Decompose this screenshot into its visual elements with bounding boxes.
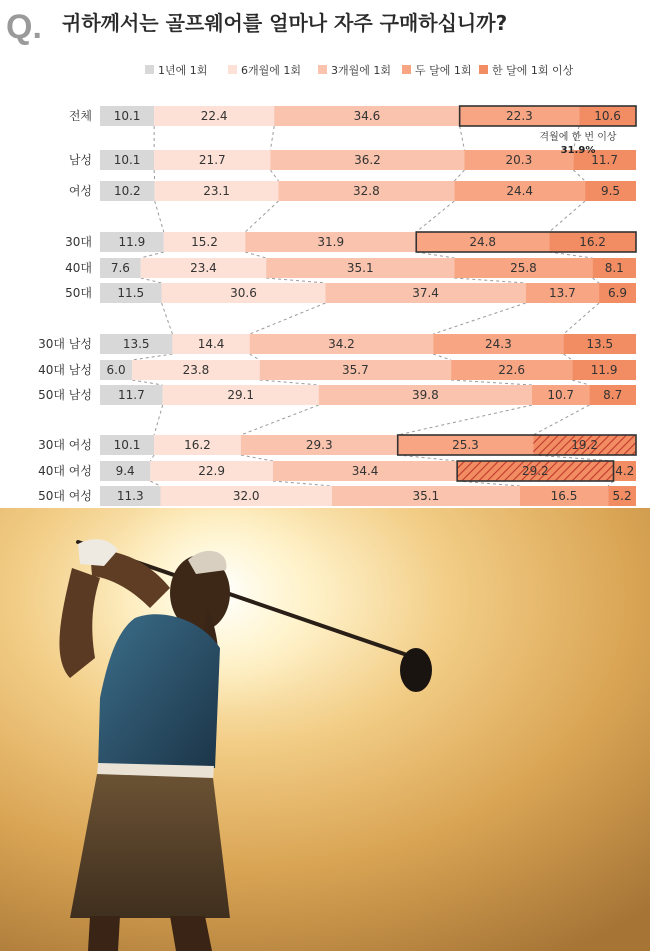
connector-line — [398, 455, 457, 461]
legend-swatch-5 — [479, 65, 488, 74]
bar-value-label: 35.7 — [342, 363, 369, 377]
connector-line — [433, 354, 451, 360]
bar-value-label: 10.1 — [113, 153, 141, 167]
chart-row — [65, 258, 636, 278]
row-label: 남성 — [68, 153, 92, 167]
connector-line — [564, 303, 599, 334]
connector-line — [572, 380, 589, 385]
chart-row — [65, 283, 636, 303]
connector-line — [132, 354, 172, 360]
bar-value-label: 32.8 — [353, 184, 380, 198]
row-label: 여성 — [68, 184, 92, 198]
row-label: 30대 남성 — [38, 337, 92, 351]
bar-value-label: 10.2 — [113, 184, 141, 198]
bar-value-label: 21.7 — [198, 153, 226, 167]
row-label: 50대 남성 — [38, 388, 92, 402]
bar-value-label: 23.1 — [203, 184, 230, 198]
row-label: 40대 남성 — [38, 363, 92, 377]
connector-line — [266, 278, 325, 283]
connector-line — [398, 405, 532, 435]
connector-line — [154, 170, 155, 181]
annotation-label: 격월에 한 번 이상 — [539, 132, 617, 143]
connector-line — [533, 405, 589, 435]
connector-line — [533, 455, 613, 461]
golfer-photo — [0, 508, 650, 951]
bar-value-label: 22.6 — [498, 363, 526, 377]
connector-line — [451, 380, 532, 385]
connector-line — [564, 354, 573, 360]
bar-value-label: 11.7 — [591, 153, 619, 167]
bar-value-label: 9.5 — [600, 184, 621, 198]
bar-value-label: 10.1 — [113, 109, 141, 123]
chart-row — [38, 435, 636, 455]
chart-row — [69, 150, 636, 170]
chart-rows — [38, 106, 636, 506]
bar-value-label: 11.7 — [117, 388, 145, 402]
connector-line — [241, 405, 319, 435]
bar-value-label: 8.7 — [603, 388, 623, 402]
chart-row — [38, 486, 636, 506]
bar-value-label: 23.8 — [182, 363, 210, 377]
bar-value-label: 9.4 — [115, 464, 135, 478]
row-label: 전체 — [68, 109, 92, 123]
connector-line — [454, 170, 464, 181]
connector-line — [150, 455, 154, 461]
bar-value-label: 16.5 — [550, 489, 578, 503]
bar-value-label: 24.3 — [485, 337, 512, 351]
bar-value-label: 6.0 — [106, 363, 126, 377]
bar-value-label: 14.4 — [197, 337, 225, 351]
chart-row — [38, 385, 636, 405]
legend-label-2: 6개월에 1회 — [241, 64, 301, 77]
chart-row — [69, 181, 636, 201]
connector-line — [154, 405, 163, 435]
bar-value-label: 13.5 — [586, 337, 614, 351]
bar-value-label: 13.7 — [549, 286, 576, 300]
bar-value-label: 35.1 — [412, 489, 440, 503]
bar-value-label: 34.2 — [328, 337, 355, 351]
bar-value-label: 29.2 — [521, 464, 549, 478]
connector-line — [241, 455, 273, 461]
bar-value-label: 36.2 — [354, 153, 381, 167]
connector-line — [162, 303, 173, 334]
connector-line — [273, 481, 332, 486]
chart-row — [38, 334, 636, 354]
chart-row — [69, 106, 636, 126]
connector-line — [270, 126, 274, 150]
bar-value-label: 16.2 — [184, 438, 211, 452]
bar-value-label: 37.4 — [412, 286, 439, 300]
connector-line — [593, 278, 599, 283]
connector-line — [132, 380, 163, 385]
legend-swatch-3 — [318, 65, 327, 74]
bar-value-label: 11.3 — [116, 489, 144, 503]
connector-line — [460, 126, 465, 150]
bar-value-label: 8.1 — [604, 261, 624, 275]
bar-value-label: 29.3 — [305, 438, 333, 452]
bar-value-label: 6.9 — [607, 286, 628, 300]
bar-value-label: 7.6 — [110, 261, 130, 275]
bar-value-label: 24.4 — [506, 184, 534, 198]
legend-label-5: 한 달에 1회 이상 — [492, 64, 574, 77]
connector-line — [270, 170, 278, 181]
bar-value-label: 34.6 — [353, 109, 381, 123]
bar-value-label: 39.8 — [411, 388, 439, 402]
bar-value-label: 34.4 — [351, 464, 379, 478]
annotation-value: 31.9% — [560, 145, 596, 156]
legend-swatch-4 — [402, 65, 411, 74]
bar-value-label: 11.9 — [590, 363, 618, 377]
connector-line — [416, 201, 454, 232]
legend-swatch-1 — [145, 65, 154, 74]
row-label: 40대 여성 — [38, 464, 92, 478]
bar-value-label: 11.5 — [117, 286, 145, 300]
bar-value-label: 25.8 — [510, 261, 537, 275]
bar-value-label: 15.2 — [191, 235, 218, 249]
bar-value-label: 22.9 — [198, 464, 226, 478]
bar-value-label: 11.9 — [118, 235, 146, 249]
bar-value-label: 23.4 — [190, 261, 217, 275]
bar-value-label: 4.2 — [615, 464, 635, 478]
legend-swatch-2 — [228, 65, 237, 74]
connector-line — [573, 170, 585, 181]
connector-line — [549, 252, 592, 258]
bar-value-label: 22.4 — [200, 109, 228, 123]
connector-line — [433, 303, 526, 334]
bar-value-label: 20.3 — [505, 153, 533, 167]
bar-value-label: 16.2 — [579, 235, 606, 249]
connector-line — [245, 201, 278, 232]
connector-line — [155, 201, 164, 232]
golfer-silhouette-icon — [0, 508, 650, 951]
bar-value-label: 31.9 — [317, 235, 345, 249]
bar-value-label: 32.0 — [232, 489, 260, 503]
chart-row — [38, 360, 636, 380]
connector-line — [250, 303, 326, 334]
row-label: 50대 여성 — [38, 489, 92, 503]
bar-value-label: 5.2 — [612, 489, 632, 503]
question-mark-label: Q. — [6, 8, 42, 46]
bar-value-label: 29.1 — [227, 388, 255, 402]
connector-line — [416, 252, 454, 258]
bar-value-label: 10.6 — [594, 109, 621, 123]
connector-line — [549, 201, 585, 232]
row-label: 30대 — [65, 235, 92, 249]
bar-value-label: 25.3 — [452, 438, 479, 452]
connector-line — [260, 380, 319, 385]
connector-line — [250, 354, 260, 360]
bar-value-label: 24.8 — [469, 235, 497, 249]
legend-label-4: 두 달에 1회 — [415, 64, 472, 77]
bar-value-label: 10.7 — [547, 388, 575, 402]
chart-row — [38, 461, 636, 481]
legend-label-3: 3개월에 1회 — [331, 64, 391, 77]
question-title: 귀하께서는 골프웨어를 얼마나 자주 구매하십니까? — [62, 11, 508, 35]
connector-line — [454, 278, 525, 283]
connector-line — [141, 278, 162, 283]
bar-value-label: 35.1 — [346, 261, 374, 275]
connector-line — [141, 252, 164, 258]
chart-row — [65, 232, 636, 252]
row-label: 30대 여성 — [38, 438, 92, 452]
bar-value-label: 13.5 — [122, 337, 150, 351]
chart-legend — [145, 63, 574, 77]
connector-line — [245, 252, 266, 258]
bar-value-label: 19.2 — [571, 438, 598, 452]
bar-value-label: 10.1 — [113, 438, 141, 452]
bar-value-label: 22.3 — [506, 109, 533, 123]
row-label: 50대 — [65, 286, 92, 300]
connector-line — [150, 481, 160, 486]
bar-value-label: 30.6 — [230, 286, 257, 300]
row-label: 40대 — [65, 261, 92, 275]
legend-label-1: 1년에 1회 — [158, 64, 208, 77]
connector-lines — [132, 126, 613, 486]
